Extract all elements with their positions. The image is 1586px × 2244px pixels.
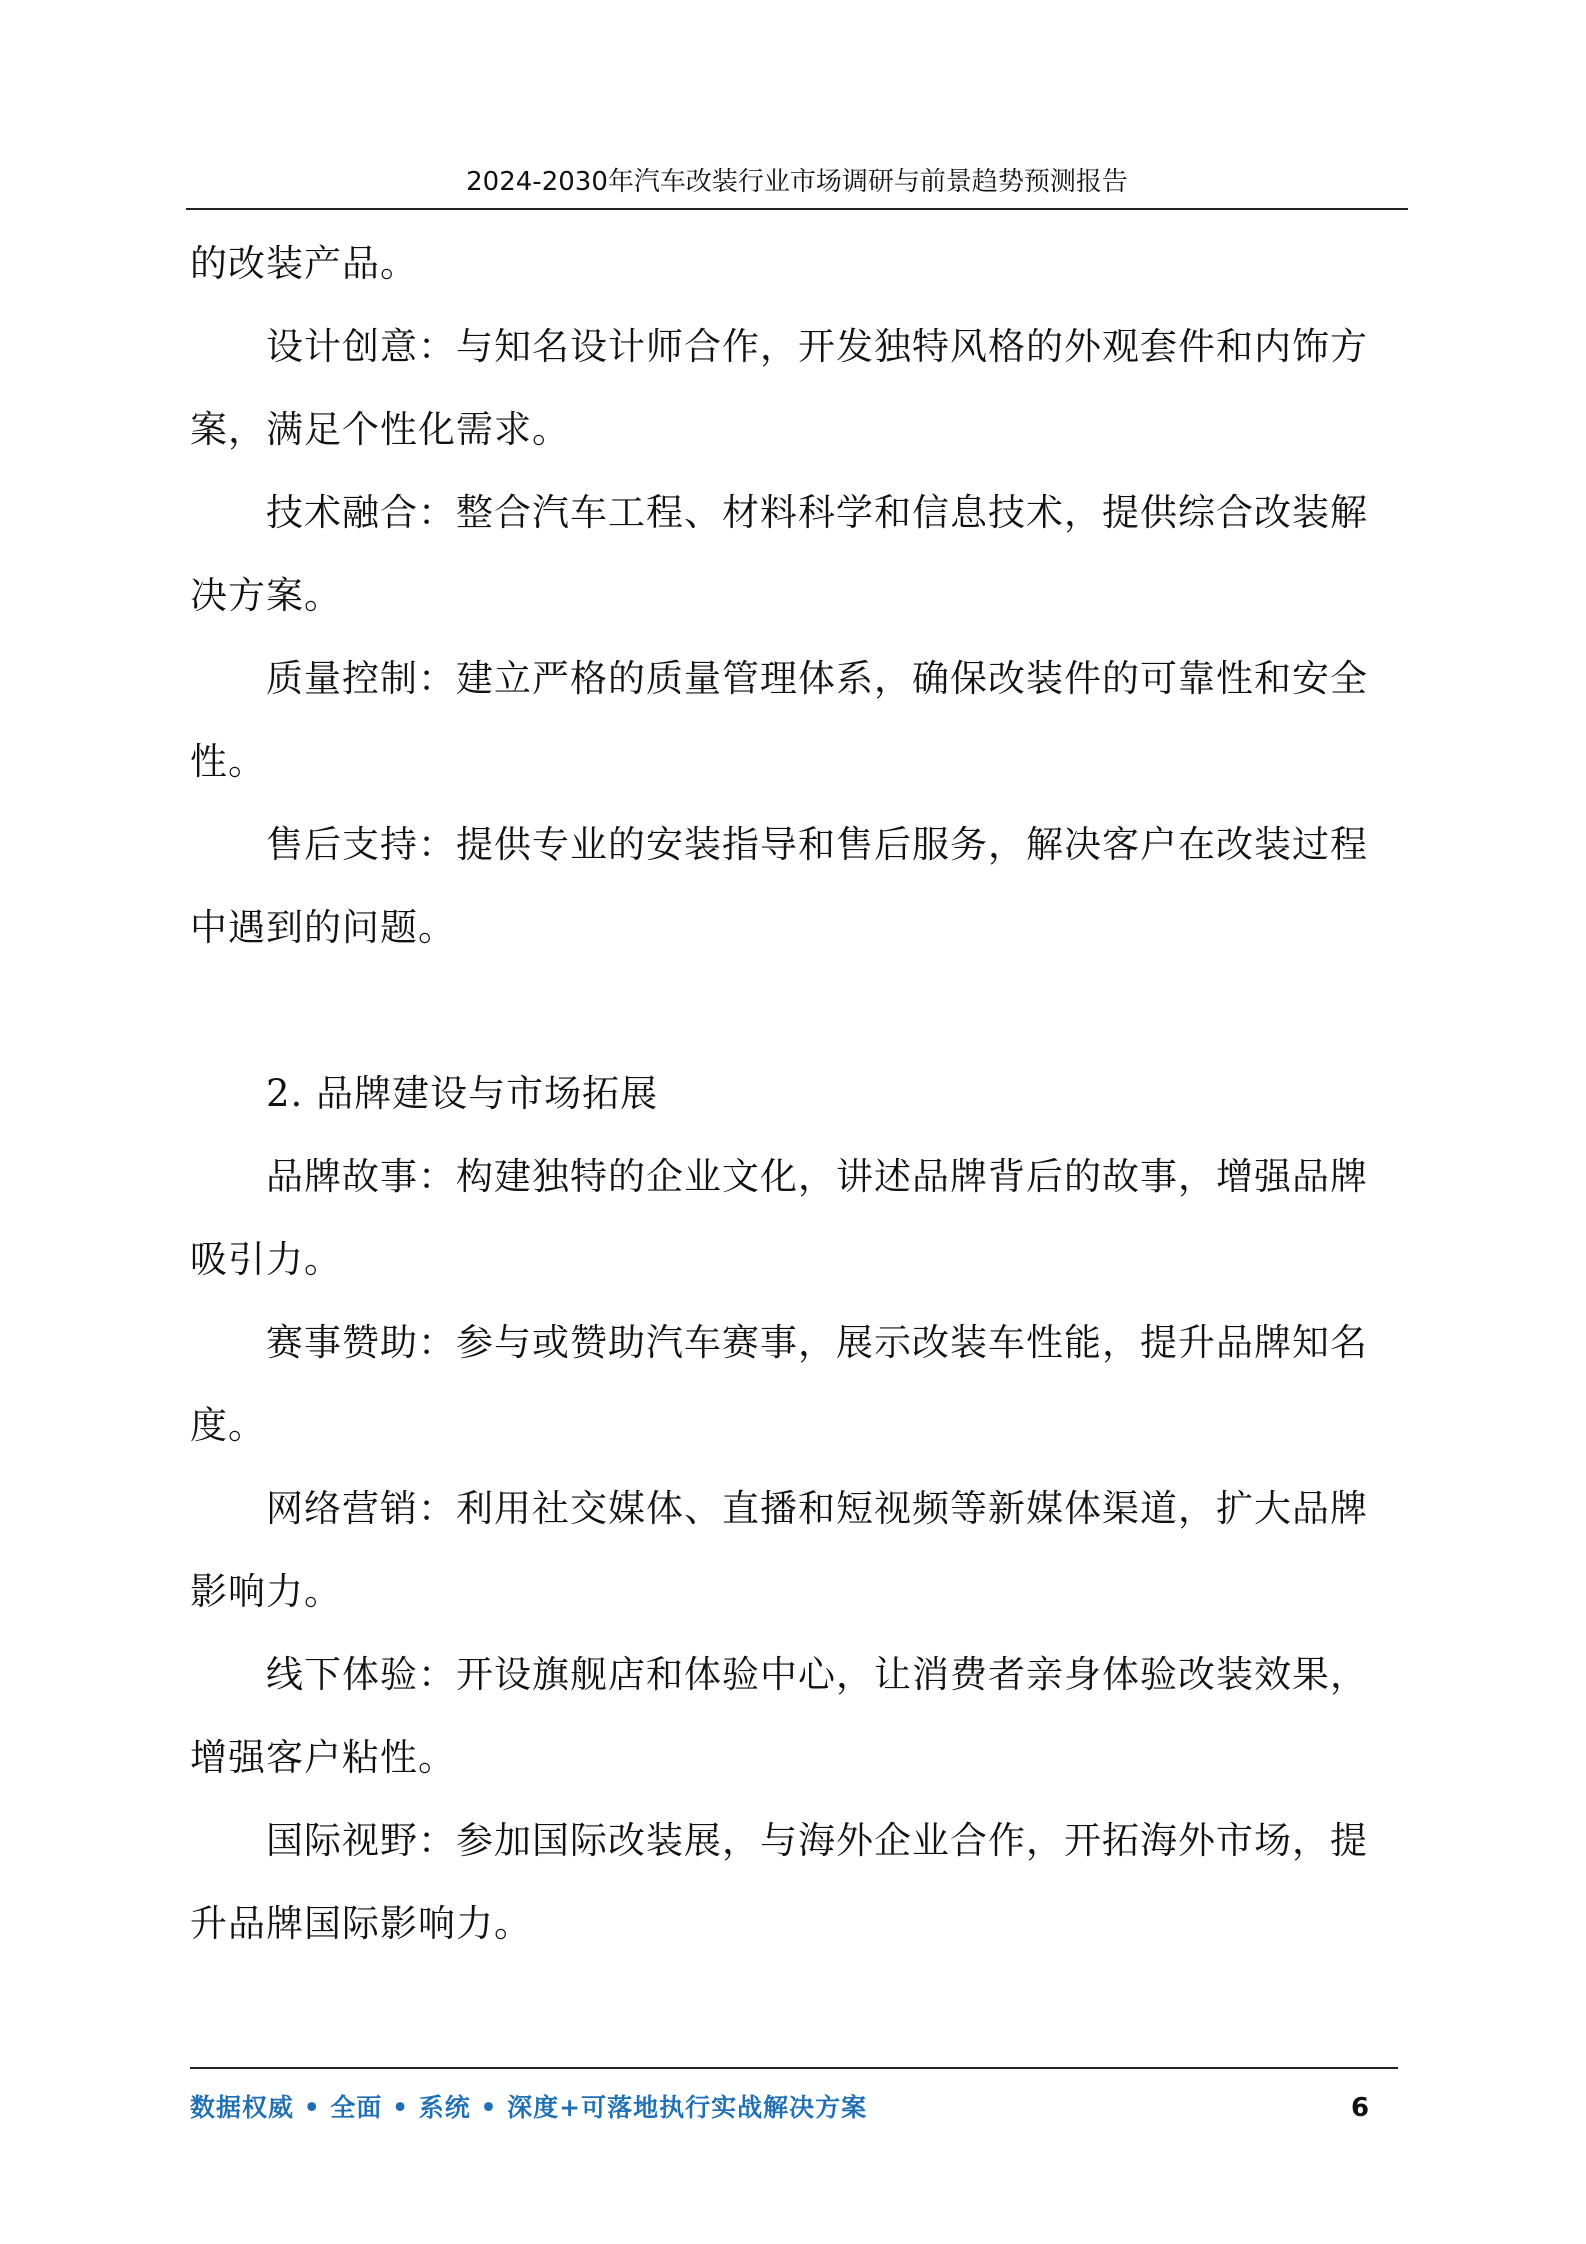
document-body [190, 222, 1400, 1965]
paragraph-quality-control: 质量控制：建立严格的质量管理体系，确保改装件的可靠性和安全性。 [190, 657, 1368, 783]
section-gap [190, 969, 1400, 1052]
paragraph-event-sponsorship: 赛事赞助：参与或赞助汽车赛事，展示改装车性能，提升品牌知名度。 [190, 1321, 1368, 1447]
footer-slogan: 数据权威 • 全面 • 系统 • 深度+可落地执行实战解决方案 [190, 2093, 868, 2122]
paragraph-design-creativity: 设计创意：与知名设计师合作，开发独特风格的外观套件和内饰方案，满足个性化需求。 [190, 325, 1368, 451]
page-header-title: 2024-2030年汽车改装行业市场调研与前景趋势预测报告 [466, 167, 1128, 197]
page-number: 6 [1350, 2093, 1370, 2123]
footer-divider [190, 2067, 1398, 2069]
header-divider [186, 208, 1408, 210]
paragraph-continuation: 的改装产品。 [190, 242, 418, 285]
paragraph-after-sales: 售后支持：提供专业的安装指导和售后服务，解决客户在改装过程中遇到的问题。 [190, 823, 1368, 949]
paragraph-tech-integration: 技术融合：整合汽车工程、材料科学和信息技术，提供综合改装解决方案。 [190, 491, 1368, 617]
section-heading-brand: 2. 品牌建设与市场拓展 [266, 1072, 659, 1115]
paragraph-online-marketing: 网络营销：利用社交媒体、直播和短视频等新媒体渠道，扩大品牌影响力。 [190, 1487, 1368, 1613]
paragraph-international-vision: 国际视野：参加国际改装展，与海外企业合作，开拓海外市场，提升品牌国际影响力。 [190, 1819, 1368, 1945]
paragraph-offline-experience: 线下体验：开设旗舰店和体验中心，让消费者亲身体验改装效果，增强客户粘性。 [190, 1653, 1368, 1779]
paragraph-brand-story: 品牌故事：构建独特的企业文化，讲述品牌背后的故事，增强品牌吸引力。 [190, 1155, 1368, 1281]
